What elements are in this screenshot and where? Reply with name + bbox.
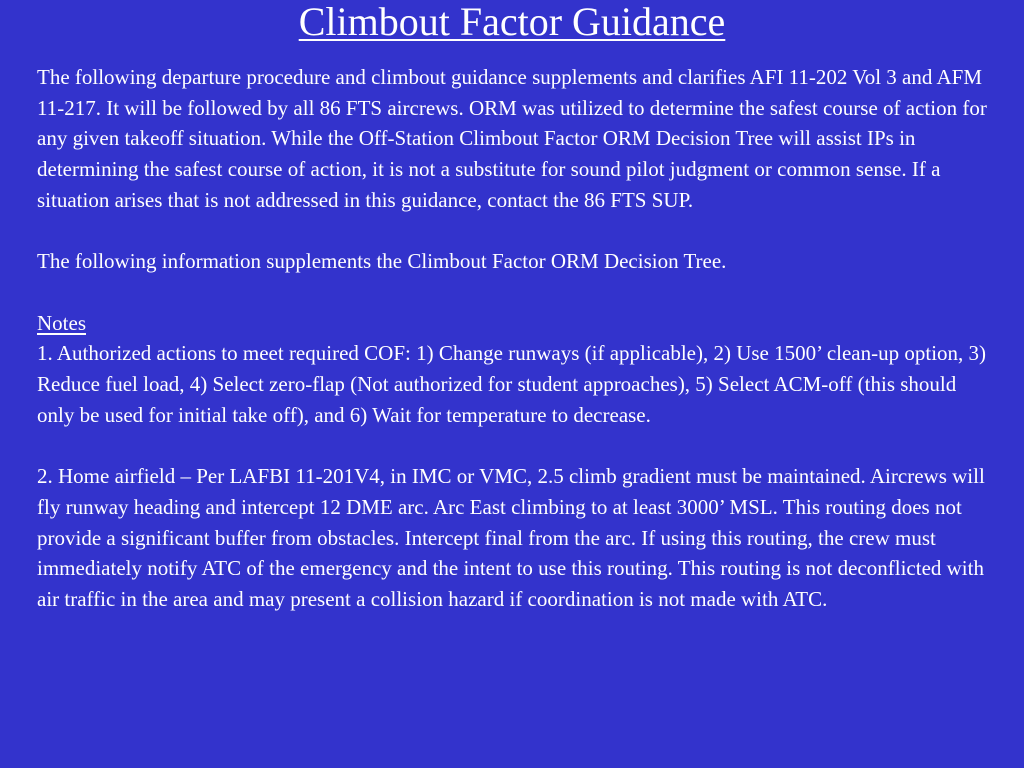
notes-list xyxy=(37,338,997,614)
intro-paragraph: The following departure procedure and climbout guidance supplements and clarifies AFI 11-202 Vol 3 and AFM 11-217. It will be followed by all 86 FTS aircrews. ORM was utilized to determine the safest course of action for any given takeoff situation. While the Off-Station Climbout Factor ORM Decision Tree will assist IPs in determining the safest course of action, it is not a substitute for sound pilot judgment or common sense. If a situation arises that is not addressed in this guidance, contact the 86 FTS SUP. xyxy=(37,65,987,212)
slide-title: Climbout Factor Guidance xyxy=(298,0,726,44)
notes-heading: Notes xyxy=(37,310,86,335)
supplement-paragraph: The following information supplements the Climbout Factor ORM Decision Tree. xyxy=(37,249,727,274)
slide-body xyxy=(37,62,997,615)
note-item: 1. Authorized actions to meet required COF: 1) Change runways (if applicable), 2) Use 1500’ clean-up option, 3) Reduce fuel load, 4) Select zero-flap (Not authorized for student approaches), 5) Select ACM-off (this should only be used for initial take off), and 6) Wait for temperature to decrease. xyxy=(37,341,987,427)
note-item: 2. Home airfield – Per LAFBI 11-201V4, in IMC or VMC, 2.5 climb gradient must be maintained. Aircrews will fly runway heading and intercept 12 DME arc. Arc East climbing to at least 3000’ MSL. This routing does not provide a significant buffer from obstacles. Intercept final from the arc. If using this routing, the crew must immediately notify ATC of the emergency and the intent to use this routing. This routing is not deconflicted with air traffic in the area and may present a collision hazard if coordination is not made with ATC. xyxy=(37,464,985,611)
